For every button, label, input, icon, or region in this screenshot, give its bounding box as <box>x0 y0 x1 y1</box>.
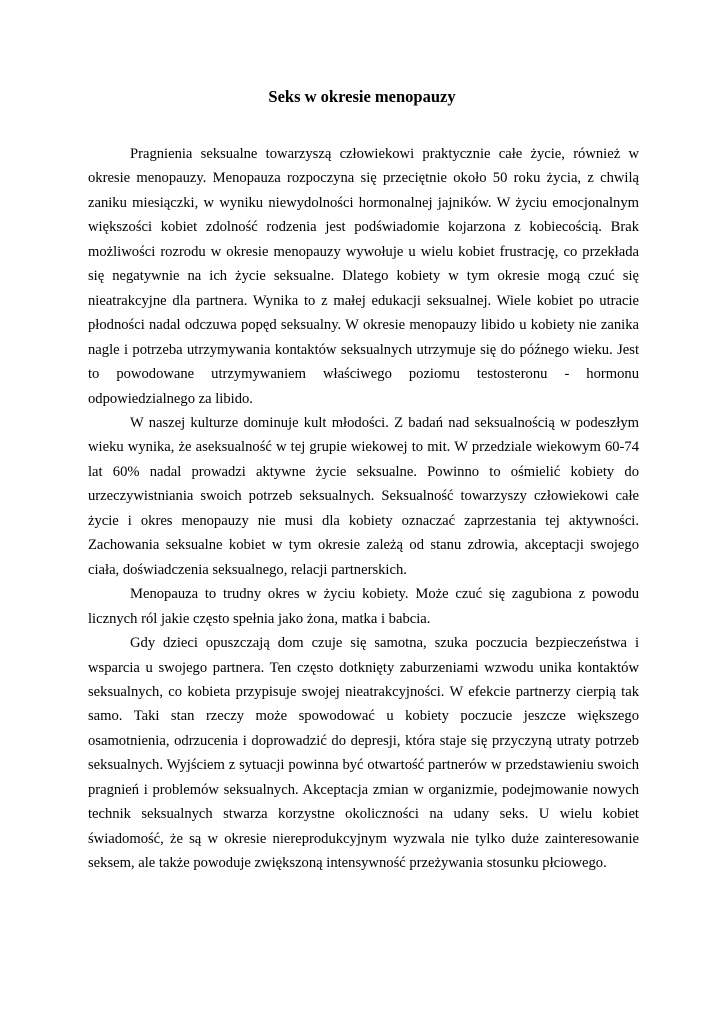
document-title: Seks w okresie menopauzy <box>268 87 456 106</box>
paragraph-4: Gdy dzieci opuszczają dom czuje się samotna, szuka poczucia bezpieczeństwa i wsparcia u swojego partnera. Ten często dotknięty zaburzeniami wzwodu unika kontaktów seksualnych, co kobieta przypisuje swojej nieatrakcyjności. W efekcie partnerzy cierpią tak samo. Taki stan rzeczy może spowodować u kobiety poczucie jeszcze większego osamotnienia, odrzucenia i doprowadzić do depresji, która staje się przyczyną utraty potrzeb seksualnych. Wyjściem z sytuacji powinna być otwartość partnerów w przedstawieniu swoich pragnień i problemów seksualnych. Akceptacja zmian w organizmie, podejmowanie nowych technik seksualnych stwarza korzystne okoliczności na udany seks. U wielu kobiet świadomość, że są w okresie niereprodukcyjnym wyzwala nie tylko duże zainteresowanie seksem, ale także powoduje zwiększoną intensywność przeżywania stosunku płciowego. <box>88 635 639 872</box>
document-body <box>88 142 639 876</box>
paragraph-3: Menopauza to trudny okres w życiu kobiety. Może czuć się zagubiona z powodu licznych ról jakie często spełnia jako żona, matka i babcia. <box>88 586 639 627</box>
paragraph-1: Pragnienia seksualne towarzyszą człowiekowi praktycznie całe życie, również w okresie menopauzy. Menopauza rozpoczyna się przeciętnie około 50 roku życia, z chwilą zaniku miesiączki, w wyniku niewydolności hormonalnej jajników. W życiu emocjonalnym większości kobiet zdolność rodzenia jest podświadomie kojarzona z kobiecością. Brak możliwości rozrodu w okresie menopauzy wywołuje u wielu kobiet frustrację, co przekłada się negatywnie na ich życie seksualne. Dlatego kobiety w tym okresie mogą czuć się nieatrakcyjne dla partnera. Wynika to z małej edukacji seksualnej. Wiele kobiet po utracie płodności nadal odczuwa popęd seksualny. W okresie menopauzy libido u kobiety nie zanika nagle i potrzeba utrzymywania kontaktów seksualnych utrzymuje się do późnego wieku. Jest to powodowane utrzymywaniem właściwego poziomu testosteronu - hormonu odpowiedzialnego za libido. <box>88 146 639 407</box>
paragraph-2: W naszej kulturze dominuje kult młodości. Z badań nad seksualnością w podeszłym wieku wynika, że aseksualność w tej grupie wiekowej to mit. W przedziale wiekowym 60-74 lat 60% nadal prowadzi aktywne życie seksualne. Powinno to ośmielić kobiety do urzeczywistniania swoich potrzeb seksualnych. Seksualność towarzyszy człowiekowi całe życie i okres menopauzy nie musi dla kobiety oznaczać zaprzestania tej aktywności. Zachowania seksualne kobiet w tym okresie zależą od stanu zdrowia, akceptacji swojego ciała, doświadczenia seksualnego, relacji partnerskich. <box>88 414 639 578</box>
